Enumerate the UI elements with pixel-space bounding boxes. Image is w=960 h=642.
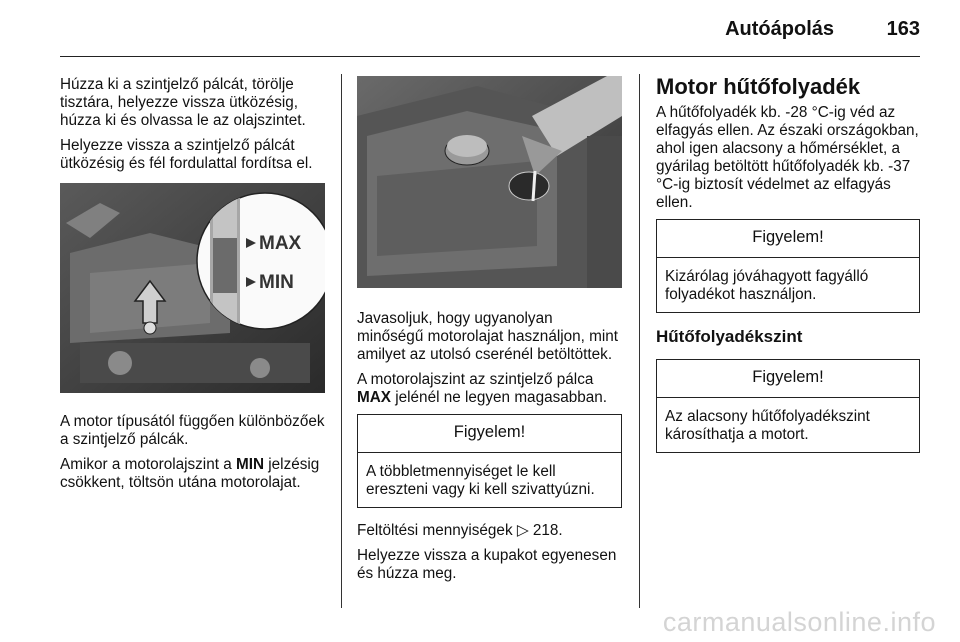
paragraph: Helyezze vissza a kupakot egyenesen és húzza meg. — [357, 547, 617, 582]
column-3 — [656, 76, 920, 467]
watermark: carmanualsonline.info — [662, 607, 936, 637]
warning-callout — [656, 219, 920, 313]
paragraph: Helyezze vissza a szintjelző pálcát ütközésig és fél fordulattal fordítsa el. — [60, 137, 313, 172]
page-number: 163 — [886, 18, 920, 40]
callout-heading: Figyelem! — [657, 360, 919, 398]
max-label: MAX — [259, 233, 302, 254]
triangle-ref-icon: ▷ — [516, 522, 529, 539]
paragraph: A motorolajszint az szintjelző pálca MAX jelénél ne legyen magasabban. — [357, 371, 608, 406]
paragraph: A motor típusától függően különbözőek a szintjelző pálcák. — [60, 413, 325, 448]
paragraph: Húzza ki a szintjelző pálcát, törölje tisztára, helyezze vissza ütközésig, húzza ki és olvassa le az olajszintet. — [60, 76, 306, 129]
dipstick-illustration — [60, 183, 325, 393]
column-1 — [60, 76, 325, 499]
min-label: MIN — [259, 272, 294, 293]
column-2 — [357, 76, 622, 590]
warning-callout — [656, 359, 920, 453]
page-reference[interactable]: 218. — [532, 522, 563, 539]
dipstick-photo — [60, 183, 325, 393]
header-rule — [60, 56, 920, 57]
column-divider-1 — [341, 74, 342, 608]
callout-body: Az alacsony hűtőfolyadékszint károsíthatja a motort. — [665, 408, 870, 443]
callout-heading: Figyelem! — [657, 220, 919, 258]
oil-fill-illustration — [357, 76, 622, 288]
paragraph: Amikor a motorolajszint a MIN jelzésig csökkent, töltsön utána motorolajat. — [60, 456, 320, 491]
section-title: Autóápolás — [725, 18, 834, 40]
page-header — [60, 0, 920, 60]
callout-heading: Figyelem! — [358, 415, 621, 453]
oil-fill-photo — [357, 76, 622, 288]
paragraph: A hűtőfolyadék kb. -28 °C-ig véd az elfagyás ellen. Az északi országokban, ahol igen alacsony a hőmérséklet, a gyárilag betöltött hűtőfolyadék kb. -37 °C-ig biztosít védelmet az elfagyás ellen. — [656, 104, 919, 211]
column-divider-2 — [639, 74, 640, 608]
subsection-heading: Hűtőfolyadékszint — [656, 327, 803, 346]
section-heading: Motor hűtőfolyadék — [656, 74, 861, 99]
callout-body: Kizárólag jóváhagyott fagyálló folyadékot használjon. — [665, 268, 869, 303]
paragraph: Feltöltési mennyiségek ▷ 218. — [357, 522, 563, 539]
callout-body: A többletmennyiséget le kell ereszteni vagy ki kell szivattyúzni. — [366, 463, 595, 498]
paragraph: Javasoljuk, hogy ugyanolyan minőségű motorolajat használjon, mint amilyet az utolsó cserénél betöltöttek. — [357, 310, 619, 363]
warning-callout — [357, 414, 622, 508]
